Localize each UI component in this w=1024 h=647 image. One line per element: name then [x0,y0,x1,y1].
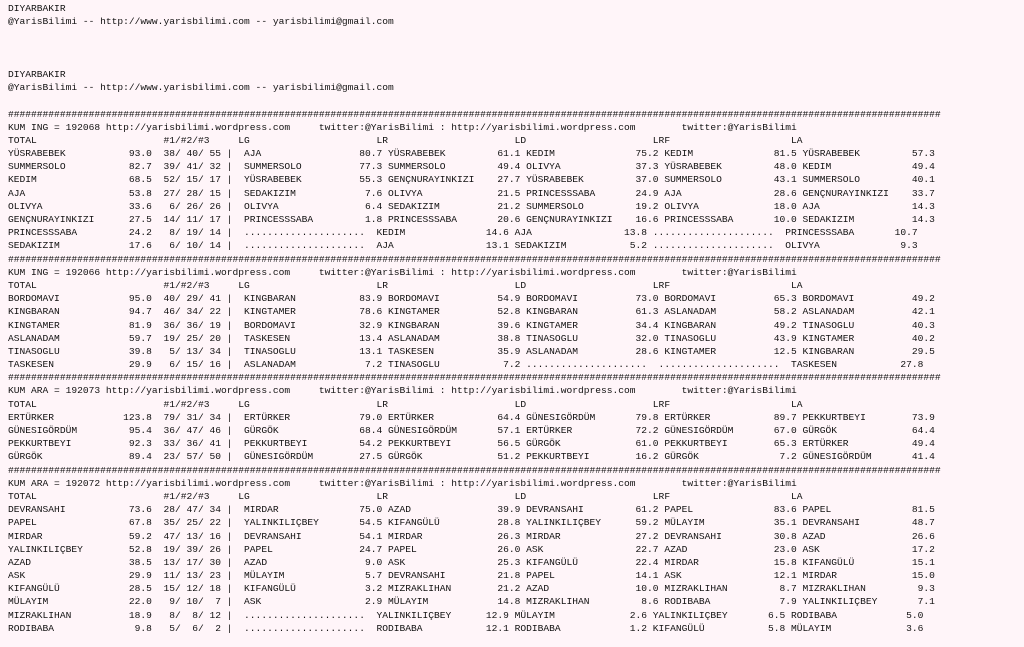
race-section [8,108,1024,253]
header-contact-repeat: @YarisBilimi -- http://www.yarisbilimi.com -- yarisbilimi@gmail.com [8,82,394,94]
spacer [8,55,1024,68]
table-row: ASLANADAM 59.7 19/ 25/ 20 | TASKESEN 13.4 ASLANADAM 38.8 TINASOGLU 32.0 TINASOGLU 43.9 KINGTAMER 40.2 [8,332,935,344]
table-row: KINGTAMER 81.9 36/ 36/ 19 | BORDOMAVI 32.9 KINGBARAN 39.6 KINGTAMER 34.4 KINGBARAN 49.2 TINASOGLU 40.3 [8,319,935,331]
section-title: KUM ING = 192066 http://yarisbilimi.wordpress.com twitter:@YarisBilimi : http://yarisbilimi.wordpress.com twitter:@YarisBilimi [8,266,797,278]
table-row: KEDIM 68.5 52/ 15/ 17 | YÜSRABEBEK 55.3 GENÇNURAYINKIZI 27.7 YÜSRABEBEK 37.0 SUMMERSOLO 43.1 SUMMERSOLO 40.1 [8,174,935,186]
table-row: KINGBARAN 94.7 46/ 34/ 22 | KINGTAMER 78.6 KINGTAMER 52.8 KINGBARAN 61.3 ASLANADAM 58.2 ASLANADAM 42.1 [8,306,935,318]
table-row: GÜNESIGÖRDÜM 95.4 36/ 47/ 46 | GÜRGÖK 68.4 GÜNESIGÖRDÜM 57.1 ERTÜRKER 72.2 GÜNESIGÖRDÜM 67.0 GÜRGÖK 64.4 [8,425,935,436]
table-row: PEKKURTBEYI 92.3 33/ 36/ 41 | PEKKURTBEYI 54.2 PEKKURTBEYI 56.5 GÜRGÖK 61.0 PEKKURTBEYI 65.3 ERTÜRKER 49.4 [8,438,935,450]
table-row: DEVRANSAHI 73.6 28/ 47/ 34 | MIRDAR 75.0 AZAD 39.9 DEVRANSAHI 61.2 PAPEL 83.6 PAPEL 81.5 [8,504,935,516]
separator-line: ################################################################################################################################################################## [8,253,941,265]
table-row: ERTÜRKER 123.8 79/ 31/ 34 | ERTÜRKER 79.0 ERTÜRKER 64.4 GÜNESIGÖRDÜM 79.8 ERTÜRKER 89.7 PEKKURTBEYI 73.9 [8,411,935,423]
race-section [8,464,1024,635]
header-contact: @YarisBilimi -- http://www.yarisbilimi.com -- yarisbilimi@gmail.com [8,16,394,28]
section-title: KUM ARA = 192072 http://yarisbilimi.wordpress.com twitter:@YarisBilimi : http://yarisbilimi.wordpress.com twitter:@YarisBilimi [8,477,797,489]
column-header-row: TOTAL #1/#2/#3 LG LR LD LRF LA [8,134,803,146]
table-row: SUMMERSOLO 82.7 39/ 41/ 32 | SUMMERSOLO 77.3 SUMMERSOLO 49.4 OLIVYA 37.3 YÜSRABEBEK 48.0 KEDIM 49.4 [8,161,935,173]
separator-line: ################################################################################################################################################################## [8,108,941,120]
table-row: RODIBABA 9.8 5/ 6/ 2 | ..................... RODIBABA 12.1 RODIBABA 1.2 KIFANGÜLÜ 5.8 MÜLAYIM 3.6 [8,622,924,634]
header-city-repeat: DIYARBAKIR [8,68,66,80]
table-row: GÜRGÖK 89.4 23/ 57/ 50 | GÜNESIGÖRDÜM 27.5 GÜRGÖK 51.2 PEKKURTBEYI 16.2 GÜRGÖK 7.2 GÜNESIGÖRDÜM 41.4 [8,451,935,463]
table-row: BORDOMAVI 95.0 40/ 29/ 41 | KINGBARAN 83.9 BORDOMAVI 54.9 BORDOMAVI 73.0 BORDOMAVI 65.3 BORDOMAVI 49.2 [8,293,935,305]
table-row: KIFANGÜLÜ 28.5 15/ 12/ 18 | KIFANGÜLÜ 3.2 MIZRAKLIHAN 21.2 AZAD 10.0 MIZRAKLIHAN 8.7 MIZRAKLIHAN 9.3 [8,583,935,595]
spacer [8,28,1024,41]
separator-line: ################################################################################################################################################################## [8,464,941,476]
table-row: AJA 53.8 27/ 28/ 15 | SEDAKIZIM 7.6 OLIVYA 21.5 PRINCESSSABA 24.9 AJA 28.6 GENÇNURAYINKIZI 33.7 [8,187,935,199]
table-row: MIZRAKLIHAN 18.9 8/ 8/ 12 | ..................... YALINKILIÇBEY 12.9 MÜLAYIM 2.6 YALINKILIÇBEY 6.5 RODIBABA 5.0 [8,609,924,621]
separator-line: ################################################################################################################################################################## [8,372,941,384]
column-header-row: TOTAL #1/#2/#3 LG LR LD LRF LA [8,490,803,502]
table-row: YÜSRABEBEK 93.0 38/ 40/ 55 | AJA 80.7 YÜSRABEBEK 61.1 KEDIM 75.2 KEDIM 81.5 YÜSRABEBEK 57.3 [8,148,935,160]
section-title: KUM ING = 192068 http://yarisbilimi.wordpress.com twitter:@YarisBilimi : http://yarisbilimi.wordpress.com twitter:@YarisBilimi [8,121,797,133]
table-row: GENÇNURAYINKIZI 27.5 14/ 11/ 17 | PRINCESSSABA 1.8 PRINCESSSABA 20.6 GENÇNURAYINKIZI 16.6 PRINCESSSABA 10.0 SEDAKIZIM 14.3 [8,214,935,225]
column-header-row: TOTAL #1/#2/#3 LG LR LD LRF LA [8,279,803,291]
table-row: ASK 29.9 11/ 13/ 23 | MÜLAYIM 5.7 DEVRANSAHI 21.8 PAPEL 14.1 ASK 12.1 MIRDAR 15.0 [8,570,935,582]
header-city: DIYARBAKIR [8,3,66,14]
spacer [8,94,1024,107]
spacer [8,42,1024,55]
column-header-row: TOTAL #1/#2/#3 LG LR LD LRF LA [8,398,803,410]
table-row: PAPEL 67.8 35/ 25/ 22 | YALINKILIÇBEY 54.5 KIFANGÜLÜ 28.8 YALINKILIÇBEY 59.2 MÜLAYIM 35.1 DEVRANSAHI 48.7 [8,517,935,529]
table-row: SEDAKIZIM 17.6 6/ 10/ 14 | ..................... AJA 13.1 SEDAKIZIM 5.2 ..................... OLIVYA 9.3 [8,240,918,252]
table-row: TINASOGLU 39.8 5/ 13/ 34 | TINASOGLU 13.1 TASKESEN 35.9 ASLANADAM 28.6 KINGTAMER 12.5 KINGBARAN 29.5 [8,345,935,357]
table-row: PRINCESSSABA 24.2 8/ 19/ 14 | ..................... KEDIM 14.6 AJA 13.8 ..................... PRINCESSSABA 10.7 [8,227,918,239]
race-section [8,371,1024,463]
table-row: TASKESEN 29.9 6/ 15/ 16 | ASLANADAM 7.2 TINASOGLU 7.2 ..................... ..................... TASKESEN 27.8 [8,359,924,371]
race-section [8,253,1024,372]
race-sections [8,108,1024,636]
table-row: AZAD 38.5 13/ 17/ 30 | AZAD 9.0 ASK 25.3 KIFANGÜLÜ 22.4 MIRDAR 15.8 KIFANGÜLÜ 15.1 [8,556,935,568]
table-row: YALINKILIÇBEY 52.8 19/ 39/ 26 | PAPEL 24.7 PAPEL 26.0 ASK 22.7 AZAD 23.0 ASK 17.2 [8,543,935,555]
table-row: MÜLAYIM 22.0 9/ 10/ 7 | ASK 2.9 MÜLAYIM 14.8 MIZRAKLIHAN 8.6 RODIBABA 7.9 YALINKILIÇBEY 7.1 [8,596,935,608]
table-row: MIRDAR 59.2 47/ 13/ 16 | DEVRANSAHI 54.1 MIRDAR 26.3 MIRDAR 27.2 DEVRANSAHI 30.8 AZAD 26.6 [8,530,935,542]
table-row: OLIVYA 33.6 6/ 26/ 26 | OLIVYA 6.4 SEDAKIZIM 21.2 SUMMERSOLO 19.2 OLIVYA 18.0 AJA 14.3 [8,200,935,212]
section-title: KUM ARA = 192073 http://yarisbilimi.wordpress.com twitter:@YarisBilimi : http://yarisbilimi.wordpress.com twitter:@YarisBilimi [8,385,797,397]
